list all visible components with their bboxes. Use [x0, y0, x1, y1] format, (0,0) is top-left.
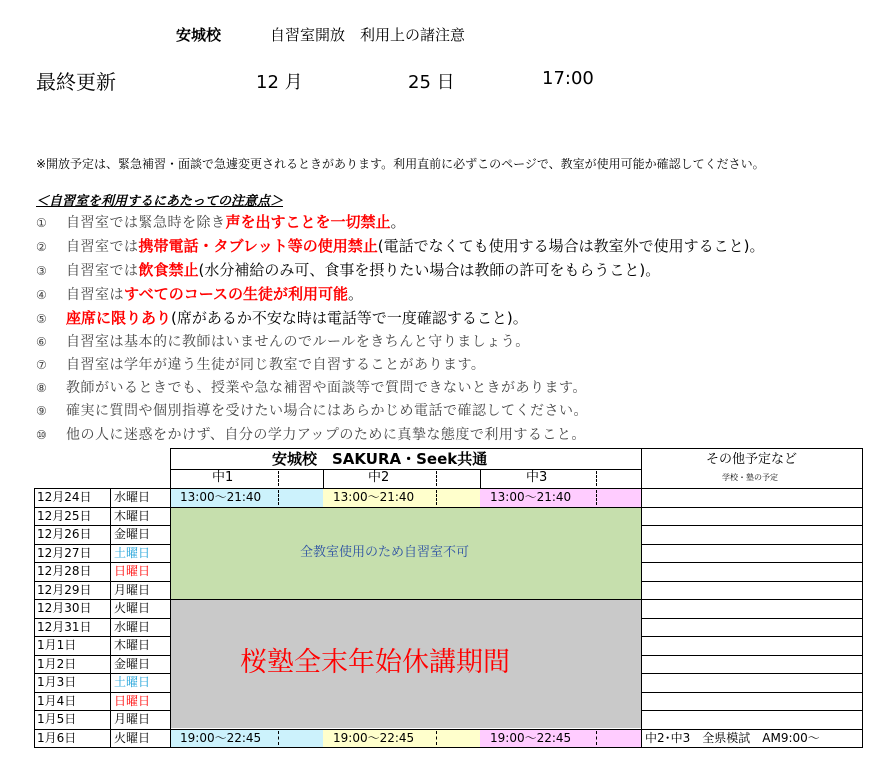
- rule-text: (席があるか不安な時は電話等で一度確認すること)。: [171, 309, 528, 327]
- table-border: [641, 448, 642, 748]
- date-cell: 12月26日: [37, 527, 92, 541]
- rule-text: 他の人に迷惑をかけず、自分の学力アップのために真摯な態度で利用すること。: [66, 427, 586, 443]
- dashed-separator: [278, 490, 279, 505]
- date-cell: 1月5日: [37, 712, 77, 726]
- time-slot: 19:00～22:45: [333, 731, 415, 745]
- row-border: [641, 673, 862, 674]
- row-border: [641, 636, 862, 637]
- time-slot: 19:00～22:45: [490, 731, 572, 745]
- weekday-cell: 日曜日: [114, 564, 151, 578]
- row-border: [34, 747, 862, 748]
- rule-text: 。: [347, 285, 363, 303]
- rule-emphasis: 声を出すことを一切禁止: [225, 213, 391, 231]
- weekday-cell: 木曜日: [114, 509, 151, 523]
- holiday-note: 桜塾全末年始休講期間: [240, 647, 510, 678]
- rule-number: ③: [36, 264, 47, 278]
- rule-text: 自習室は: [66, 287, 124, 303]
- weekday-cell: 水曜日: [114, 620, 151, 634]
- rule-text: (水分補給のみ可、食事を摂りたい場合は教師の許可をもらうこと)。: [198, 261, 661, 279]
- grade-header-1: 中1: [212, 470, 234, 485]
- rule-emphasis: すべてのコースの生徒が利用可能: [124, 285, 348, 303]
- rule-text: 自習室では: [66, 263, 139, 279]
- other-schedule-cell: 中2･中3 全県模試 AM9:00～: [645, 731, 820, 745]
- row-border: [641, 655, 862, 656]
- rule-number: ⑥: [36, 335, 47, 349]
- row-border: [34, 599, 862, 600]
- notice-text: ※開放予定は、緊急補習・面談で急遽変更されるときがあります。利用直前に必ずこのページで、教室が使用可能か確認してください。: [36, 157, 765, 171]
- date-cell: 12月30日: [37, 601, 92, 615]
- date-cell: 12月29日: [37, 583, 92, 597]
- dashed-separator: [436, 731, 437, 745]
- table-border: [170, 448, 862, 449]
- rule-text: 自習室は学年が違う生徒が同じ教室で自習することがあります。: [66, 357, 486, 373]
- dashed-separator: [436, 471, 437, 486]
- date-cell: 1月2日: [37, 657, 77, 671]
- rule-emphasis: 携帯電話・タブレット等の使用禁止: [138, 237, 378, 255]
- weekday-cell: 金曜日: [114, 657, 151, 671]
- date-cell: 12月31日: [37, 620, 92, 634]
- dashed-separator: [596, 471, 597, 486]
- row-border: [34, 507, 862, 508]
- time-slot: 13:00～21:40: [333, 490, 415, 504]
- row-border: [641, 544, 862, 545]
- grade-header-3: 中3: [526, 470, 548, 485]
- time-slot: 13:00～21:40: [180, 490, 262, 504]
- weekday-cell: 月曜日: [114, 583, 151, 597]
- rule-number: ⑨: [36, 404, 47, 418]
- school-name: 安城校: [176, 26, 222, 44]
- grade-header-2: 中2: [368, 470, 390, 485]
- table-other-subheader: 学校・塾の予定: [722, 473, 778, 482]
- rule-text: 自習室では: [66, 239, 139, 255]
- page-title: 自習室開放 利用上の諸注意: [270, 26, 466, 44]
- last-update-time: 17:00: [542, 68, 594, 89]
- table-border: [170, 469, 641, 470]
- grade-border: [480, 469, 481, 488]
- rule-number: ⑤: [36, 312, 47, 326]
- dashed-separator: [278, 471, 279, 486]
- table-other-header: その他予定など: [706, 452, 798, 467]
- row-border: [641, 562, 862, 563]
- last-update-label: 最終更新: [36, 70, 116, 94]
- date-cell: 1月6日: [37, 731, 77, 745]
- rule-text: 自習室では緊急時を除き: [66, 215, 226, 231]
- rule-text: 教師がいるときでも、授業や急な補習や面談等で質問できないときがあります。: [66, 380, 587, 396]
- rule-number: ④: [36, 288, 47, 302]
- last-update-day: 25 日: [408, 72, 455, 93]
- row-border: [641, 692, 862, 693]
- rule-number: ①: [36, 216, 47, 230]
- rule-text: 。: [390, 213, 406, 231]
- rules-heading: ＜自習室を利用するにあたっての注意点＞: [36, 194, 284, 209]
- weekday-cell: 土曜日: [114, 675, 151, 689]
- time-slot: 19:00～22:45: [180, 731, 262, 745]
- row-border: [641, 581, 862, 582]
- date-cell: 12月27日: [37, 546, 92, 560]
- last-update-month: 12 月: [256, 72, 303, 93]
- rule-text: 自習室は基本的に教師はいませんのでルールをきちんと守りましょう。: [66, 334, 530, 350]
- time-slot: 13:00～21:40: [490, 490, 572, 504]
- rule-emphasis: 飲食禁止: [138, 261, 199, 279]
- dashed-separator: [596, 731, 597, 745]
- date-cell: 12月28日: [37, 564, 92, 578]
- table-border: [110, 488, 111, 748]
- table-border: [170, 448, 171, 748]
- weekday-cell: 水曜日: [114, 490, 151, 504]
- dashed-separator: [278, 731, 279, 745]
- dashed-separator: [436, 490, 437, 505]
- date-cell: 1月3日: [37, 675, 77, 689]
- rule-text: 確実に質問や個別指導を受けたい場合にはあらかじめ電話で確認してください。: [66, 403, 588, 419]
- date-cell: 1月1日: [37, 638, 77, 652]
- rule-emphasis: 座席に限りあり: [66, 309, 172, 327]
- rule-text: (電話でなくても使用する場合は教室外で使用すること)。: [377, 237, 765, 255]
- closed-note: 全教室使用のため自習室不可: [300, 545, 470, 560]
- row-border: [641, 710, 862, 711]
- rule-number: ⑧: [36, 381, 47, 395]
- date-cell: 1月4日: [37, 694, 77, 708]
- row-border: [641, 618, 862, 619]
- weekday-cell: 金曜日: [114, 527, 151, 541]
- date-cell: 12月25日: [37, 509, 92, 523]
- date-cell: 12月24日: [37, 490, 92, 504]
- table-main-header: 安城校 SAKURA・Seek共通: [272, 450, 488, 468]
- weekday-cell: 火曜日: [114, 731, 151, 745]
- row-border: [34, 488, 862, 489]
- weekday-cell: 火曜日: [114, 601, 151, 615]
- weekday-cell: 土曜日: [114, 546, 151, 560]
- weekday-cell: 日曜日: [114, 694, 151, 708]
- row-border: [641, 525, 862, 526]
- rule-number: ⑩: [36, 428, 47, 442]
- weekday-cell: 木曜日: [114, 638, 151, 652]
- table-border: [862, 448, 863, 748]
- table-border: [34, 488, 35, 748]
- rule-number: ②: [36, 240, 47, 254]
- weekday-cell: 月曜日: [114, 712, 151, 726]
- dashed-separator: [596, 490, 597, 505]
- rule-number: ⑦: [36, 358, 47, 372]
- grade-border: [323, 469, 324, 488]
